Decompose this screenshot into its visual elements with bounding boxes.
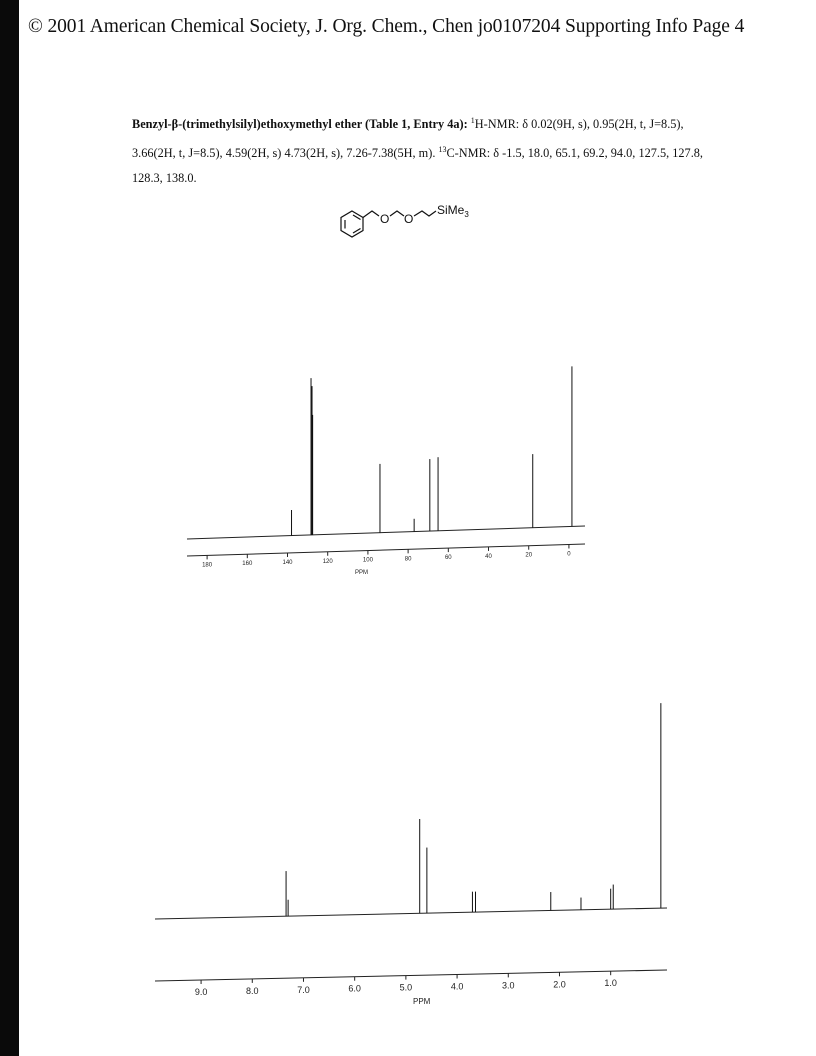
- h1-tick-label: 6.0: [348, 983, 361, 994]
- c13-tick-label: 140: [282, 559, 293, 566]
- c13-tick-label: 120: [322, 558, 333, 565]
- h1-tick-label: 5.0: [399, 982, 413, 993]
- oxygen-atom-2: O: [404, 212, 414, 226]
- h1-tick-label: 9.0: [194, 987, 208, 998]
- trimethylsilyl-subscript: 3: [464, 210, 469, 219]
- h1-tick-label: 3.0: [502, 980, 515, 991]
- h1-axis-label: PPM: [413, 997, 431, 1006]
- h1-tick-label: 1.0: [604, 978, 617, 989]
- c13-tick-label: 80: [404, 556, 412, 563]
- c13-tick-label: 0: [567, 551, 571, 558]
- c13-tick-label: 180: [202, 562, 213, 569]
- h1-baseline: [155, 908, 667, 919]
- h1-axis-line: [155, 970, 667, 981]
- compound-name: Benzyl-β-(trimethylsilyl)ethoxymethyl ether (Table 1, Entry 4a):: [132, 117, 468, 132]
- h1-tick-label: 8.0: [246, 985, 259, 996]
- h1-tick-label: 4.0: [450, 981, 464, 992]
- c13-tick-label: 60: [444, 555, 452, 562]
- c13-tick-label: 20: [525, 552, 533, 559]
- c13-tick-label: 160: [242, 561, 253, 568]
- h-nmr-data: H-NMR: δ 0.02(9H, s), 0.95(2H, t, J=8.5), 3.66(2H, t, J=8.5), 4.59(2H, s) 4.73(2H, s), 7.26-7.38(5H, m).: [132, 117, 684, 161]
- h1-tick-label: 2.0: [553, 979, 566, 990]
- trimethylsilyl-text: SiMe: [437, 203, 465, 217]
- page-header: © 2001 American Chemical Society, J. Org. Chem., Chen jo0107204 Supporting Info Page 4: [28, 16, 745, 37]
- oxygen-atom-1: O: [380, 212, 390, 226]
- c13-tick-label: 40: [485, 553, 492, 560]
- c13-tick-label: 100: [362, 557, 373, 564]
- c-nmr-data: C-NMR: δ -1.5, 18.0, 65.1, 69.2, 94.0, 127.5, 127.8, 128.3, 138.0.: [132, 146, 704, 186]
- c13-axis-label: PPM: [355, 570, 369, 576]
- h-nmr-superscript: 1: [470, 116, 475, 125]
- h1-tick-label: 7.0: [297, 984, 310, 995]
- c-nmr-superscript: 13: [438, 145, 447, 155]
